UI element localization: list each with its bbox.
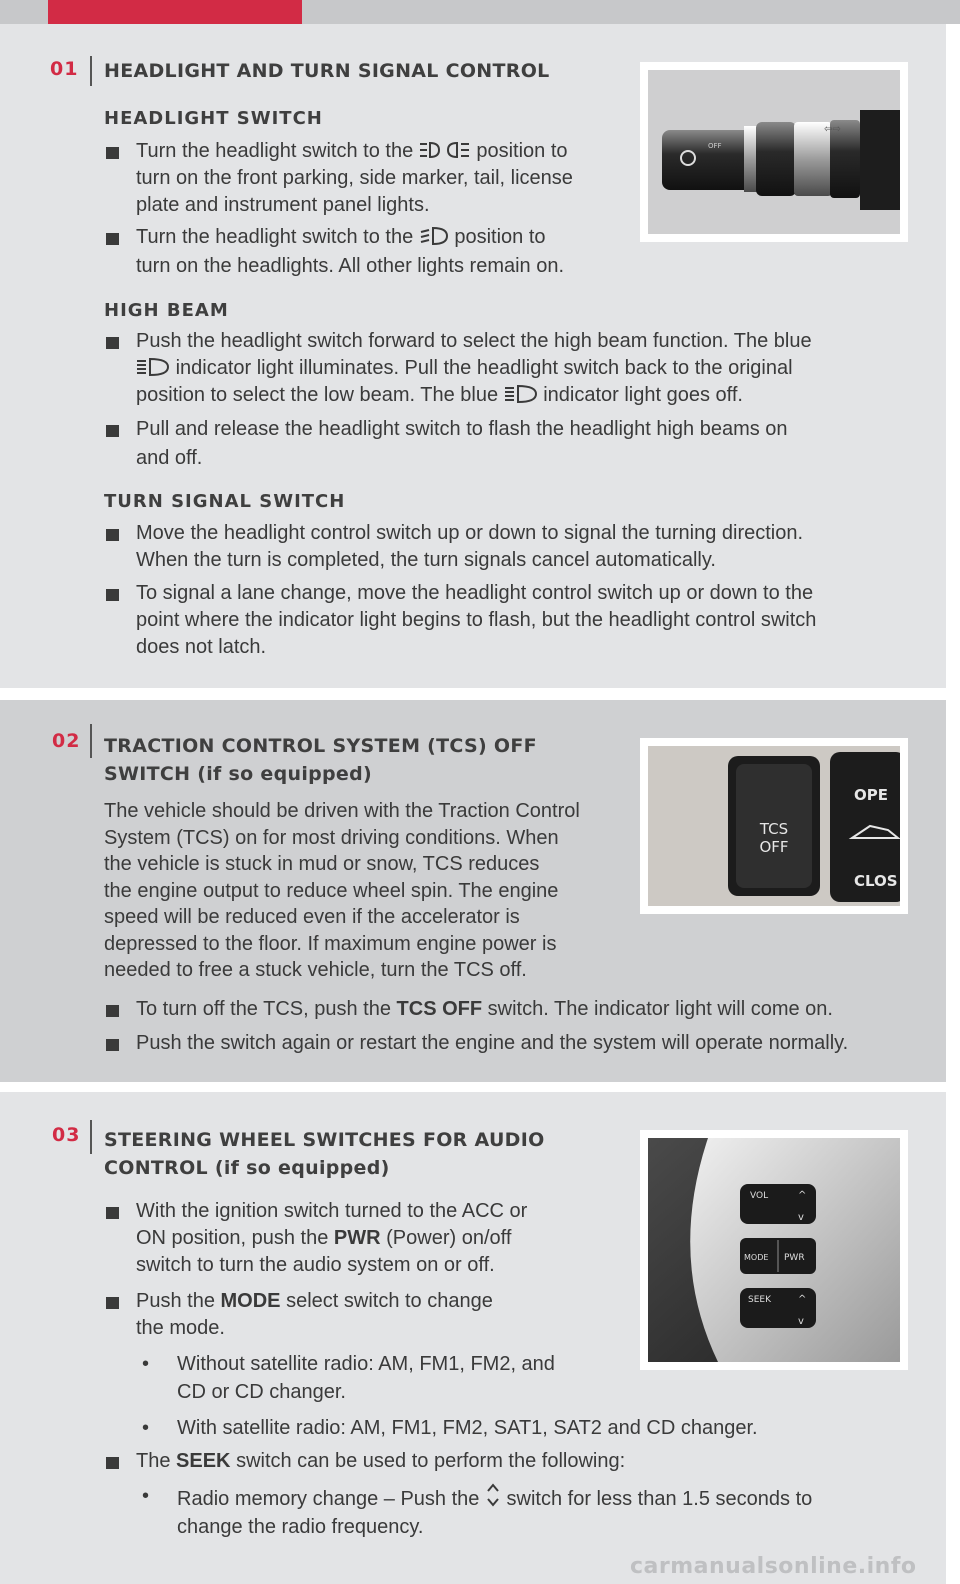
text: the mode. [136,1317,225,1339]
svg-text:v: v [798,1212,804,1223]
turn-signal-heading: TURN SIGNAL SWITCH [104,491,346,512]
top-bar-accent [48,0,302,24]
bullet-dot: • [142,1353,150,1375]
bullet-square-icon [106,147,119,159]
pwr-label: PWR [784,1253,805,1263]
text: select switch to change [286,1290,493,1312]
section-divider [90,56,92,86]
high-beam-icon [504,384,538,404]
text: Push the switch again or restart the engine and the system will operate normally. [136,1032,849,1054]
bullet-high-beam-1 [106,328,926,412]
parking-lights-icon [419,140,471,160]
dot-item-satellite [142,1414,902,1442]
seek-up-down-icon [485,1482,501,1508]
bullet-dot: • [142,1485,150,1507]
text: Turn the headlight switch to the [136,226,414,248]
text: switch. The indicator light will come on. [487,998,833,1020]
text: point where the indicator light begins to flash, but the headlight control switch [136,609,817,631]
text: position to [454,226,546,248]
title-qualifier: (if so equipped) [197,763,373,785]
headlight-icon [419,226,449,246]
text: ON position, push the [136,1227,329,1249]
bullet-square-icon [106,425,119,437]
close-label: CLOS [854,872,898,890]
section-01-title: HEADLIGHT AND TURN SIGNAL CONTROL [104,60,550,82]
watermark: carmanualsonline.info [630,1554,917,1579]
text: CD or CD changer. [177,1381,346,1403]
title-qualifier: (if so equipped) [214,1157,390,1179]
text: switch for less than 1.5 seconds to [506,1488,813,1510]
text: System (TCS) on for most driving conditions. When [104,826,559,849]
title-line: TRACTION CONTROL SYSTEM (TCS) OFF [104,735,537,757]
seek-label: SEEK [176,1450,231,1472]
text: With the ignition switch turned to the ACC or [136,1200,528,1222]
text: indicator light illuminates. Pull the headlight switch back to the original [175,357,793,379]
text: position to select the low beam. The blue [136,384,499,406]
section-02-number: 02 [52,730,81,752]
headlight-switch-heading: HEADLIGHT SWITCH [104,108,323,129]
vol-label: VOL [750,1191,769,1201]
text: needed to free a stuck vehicle, turn the TCS off. [104,959,527,981]
bullet-square-icon [106,1039,119,1051]
text: depressed to the floor. If maximum engine power is [104,932,557,955]
mode-label: MODE [220,1290,281,1312]
bullet-dot: • [142,1417,150,1439]
text: Turn the headlight switch to the [136,140,414,162]
bullet-square-icon [106,1207,119,1219]
headlight-stalk-illustration [648,70,900,234]
text: Move the headlight control switch up or down to signal the turning direction. [136,522,804,544]
open-label: OPE [854,786,888,804]
section-02-title [104,732,537,788]
bullet-tcs-1 [106,996,926,1024]
bullet-headlight-1 [106,138,626,222]
text: and off. [136,447,203,469]
text: position to [476,140,568,162]
svg-text:^: ^ [798,1190,807,1201]
title-line: SWITCH [104,763,191,785]
seek-label: SEEK [748,1295,771,1305]
text: Push the headlight switch forward to select the high beam function. The blue [136,330,812,352]
tcs-switch-illustration [648,746,900,906]
bullet-square-icon [106,529,119,541]
headlight-switch-photo [640,62,908,242]
tcs-label: TCS [759,820,789,838]
text: indicator light goes off. [543,384,743,406]
high-beam-icon [136,357,170,377]
bullet-square-icon [106,233,119,245]
text: To signal a lane change, move the headlight control switch up or down to the [136,582,814,604]
text: speed will be reduced even if the accelerator is [104,906,520,928]
text: turn on the front parking, side marker, tail, license [136,167,573,189]
svg-text:⇦⇨: ⇦⇨ [824,124,841,135]
text: turn on the headlights. All other lights remain on. [136,255,565,277]
bullet-square-icon [106,1297,119,1309]
high-beam-heading: HIGH BEAM [104,300,229,321]
title-line: STEERING WHEEL SWITCHES FOR AUDIO [104,1129,545,1151]
bullet-high-beam-2 [106,416,926,472]
section-03-title [104,1126,545,1182]
tcs-off-label: TCS OFF [396,998,483,1020]
mode-label: MODE [744,1253,769,1262]
section-03-number: 03 [52,1124,81,1146]
bullet-audio-3 [106,1448,926,1476]
text: switch to turn the audio system on or off. [136,1254,495,1276]
bullet-headlight-2 [106,224,626,280]
bullet-turn-signal-2 [106,580,936,664]
text: change the radio frequency. [177,1516,424,1538]
dot-item-no-satellite [142,1350,622,1406]
off-label: OFF [708,142,722,150]
audio-switch-photo [640,1130,908,1370]
text: plate and instrument panel lights. [136,194,430,216]
text: When the turn is completed, the turn signals cancel automatically. [136,549,716,571]
text: The vehicle should be driven with the Traction Control [104,800,580,822]
pwr-label: PWR [333,1227,381,1249]
bullet-square-icon [106,589,119,601]
title-line: CONTROL [104,1157,208,1179]
svg-text:v: v [798,1316,804,1327]
text: does not latch. [136,636,267,658]
section-divider [90,1120,92,1154]
text: Pull and release the headlight switch to flash the headlight high beams on [136,418,788,440]
bullet-audio-2 [106,1288,626,1344]
text: the vehicle is stuck in mud or snow, TCS reduces [104,853,540,875]
text: Push the [136,1290,215,1312]
svg-text:^: ^ [798,1294,807,1305]
off-label: OFF [759,838,789,856]
dot-item-radio-memory [142,1482,902,1538]
top-bar [0,0,960,24]
bullet-square-icon [106,1005,119,1017]
text: Without satellite radio: AM, FM1, FM2, and [177,1353,555,1375]
bullet-tcs-2 [106,1030,936,1058]
tcs-switch-photo [640,738,908,914]
bullet-square-icon [106,1457,119,1469]
section-01-number: 01 [50,58,79,80]
text: the engine output to reduce wheel spin. The engine [104,879,559,902]
bullet-square-icon [106,337,119,349]
text: (Power) on/off [386,1227,512,1249]
text: Radio memory change – Push the [177,1488,480,1510]
section-divider [90,724,92,758]
tcs-description [104,798,634,984]
bullet-audio-1 [106,1198,626,1282]
bullet-turn-signal-1 [106,520,926,576]
text: The [136,1450,171,1472]
text: switch can be used to perform the following: [236,1450,626,1472]
text: With satellite radio: AM, FM1, FM2, SAT1, SAT2 and CD changer. [177,1417,758,1439]
steering-wheel-switches-illustration [648,1138,900,1362]
text: To turn off the TCS, push the [136,998,391,1020]
